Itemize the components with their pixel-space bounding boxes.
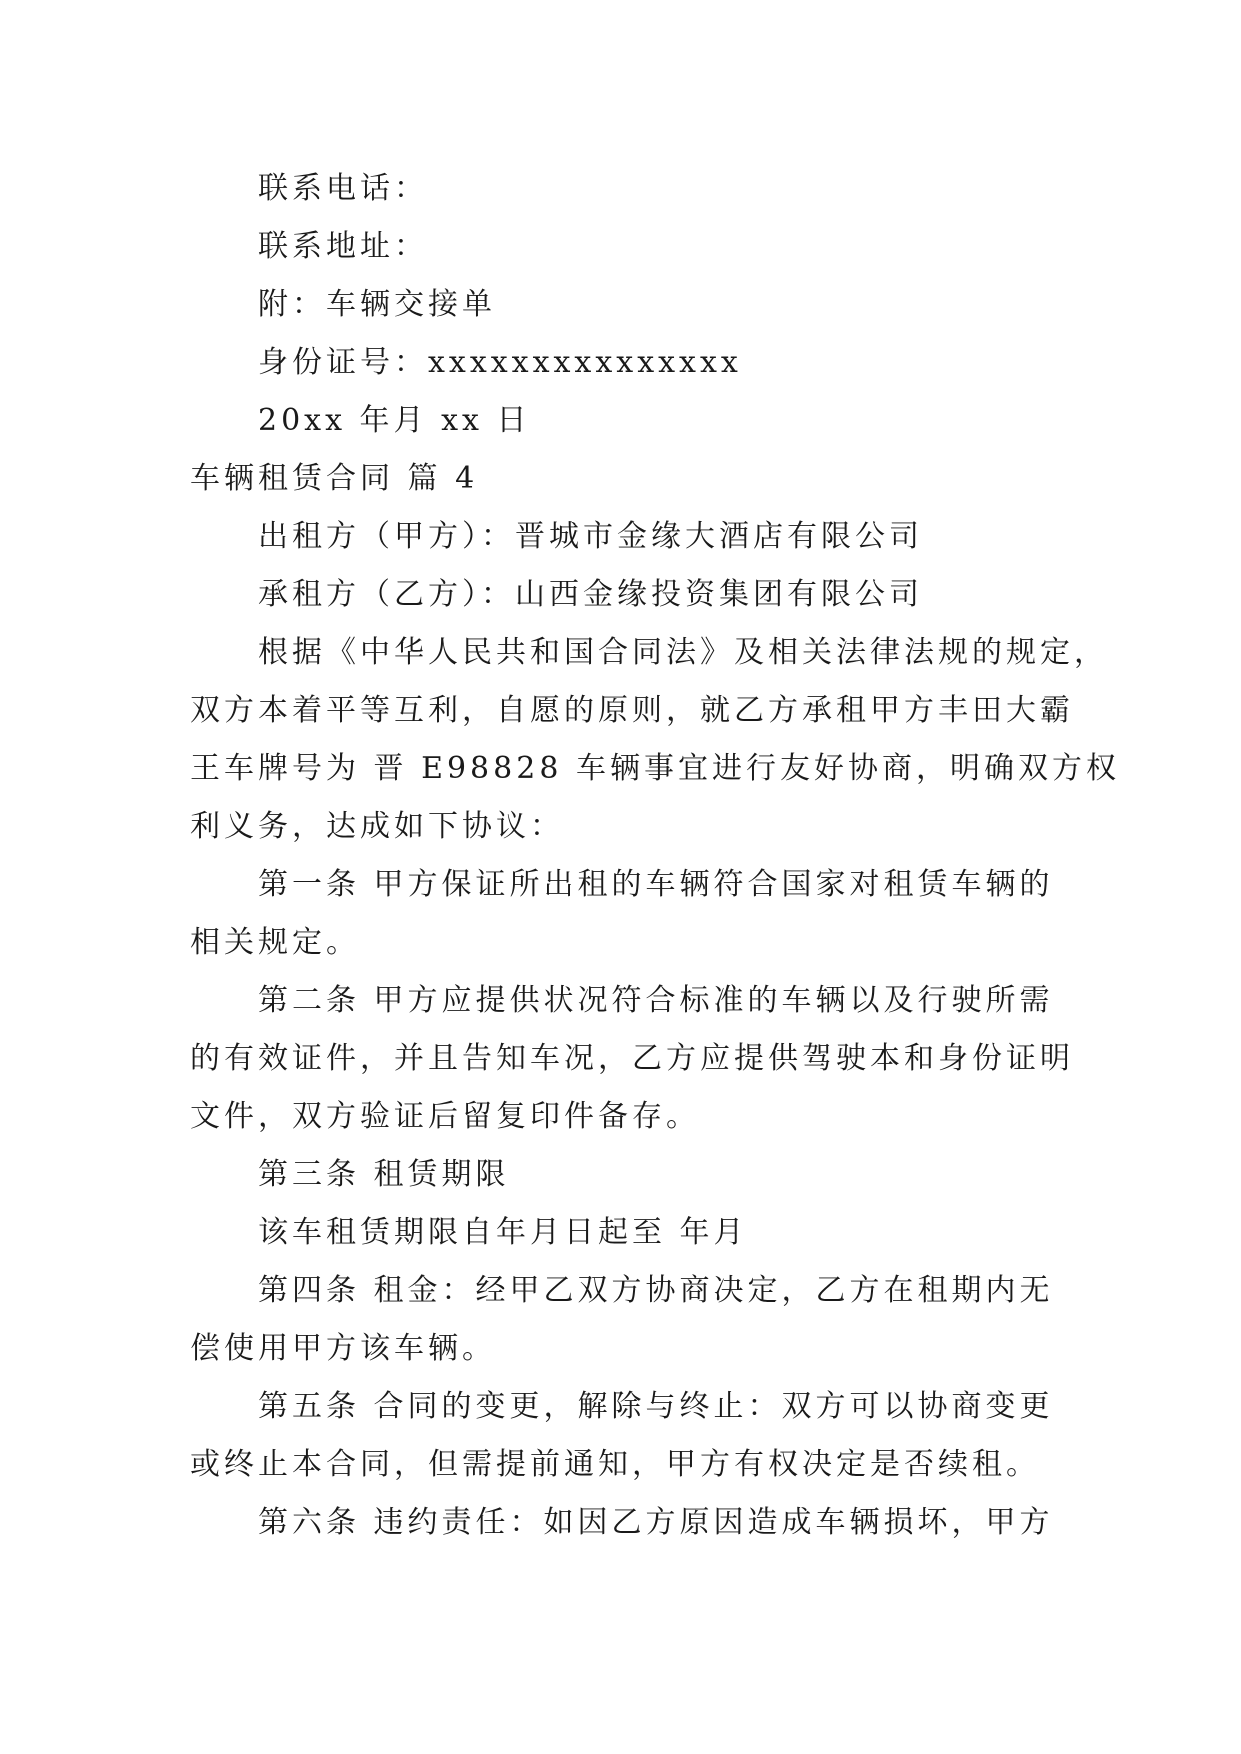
article-5-line-2: 或终止本合同，但需提前通知，甲方有权决定是否续租。 (190, 1447, 1040, 1482)
article-1-line-2: 相关规定。 (190, 925, 360, 960)
article-1-line-1: 第一条 甲方保证所出租的车辆符合国家对租赁车辆的 (258, 867, 1054, 902)
article-4-line-2: 偿使用甲方该车辆。 (190, 1331, 496, 1366)
article-2-line-3: 文件，双方验证后留复印件备存。 (190, 1099, 700, 1134)
preamble-line-2: 双方本着平等互利，自愿的原则，就乙方承租甲方丰田大霸 (190, 693, 1074, 728)
contact-phone-line: 联系电话： (258, 171, 428, 206)
lessor-line: 出租方（甲方）：晋城市金缘大酒店有限公司 (258, 519, 923, 554)
preamble-line-4: 利义务，达成如下协议： (190, 809, 564, 844)
article-2-line-1: 第二条 甲方应提供状况符合标准的车辆以及行驶所需 (258, 983, 1054, 1018)
date-line: 20xx 年月 xx 日 (258, 403, 531, 438)
article-6-line-1: 第六条 违约责任：如因乙方原因造成车辆损坏，甲方 (258, 1505, 1054, 1540)
preamble-line-3: 王车牌号为 晋 E98828 车辆事宜进行友好协商，明确双方权 (190, 751, 1120, 786)
article-3-body: 该车租赁期限自年月日起至 年月 (258, 1215, 748, 1250)
attachment-line: 附：车辆交接单 (258, 287, 496, 322)
article-2-line-2: 的有效证件，并且告知车况，乙方应提供驾驶本和身份证明 (190, 1041, 1074, 1076)
document-page (190, 160, 1120, 1552)
article-5-line-1: 第五条 合同的变更，解除与终止：双方可以协商变更 (258, 1389, 1054, 1424)
lessee-line: 承租方（乙方）：山西金缘投资集团有限公司 (258, 577, 923, 612)
id-number-line: 身份证号：xxxxxxxxxxxxxxx (258, 345, 742, 380)
section-heading: 车辆租赁合同 篇 4 (190, 461, 479, 496)
contact-address-line: 联系地址： (258, 229, 428, 264)
article-4-line-1: 第四条 租金：经甲乙双方协商决定，乙方在租期内无 (258, 1273, 1054, 1308)
preamble-line-1: 根据《中华人民共和国合同法》及相关法律法规的规定， (258, 635, 1108, 670)
article-3-title: 第三条 租赁期限 (258, 1157, 510, 1192)
